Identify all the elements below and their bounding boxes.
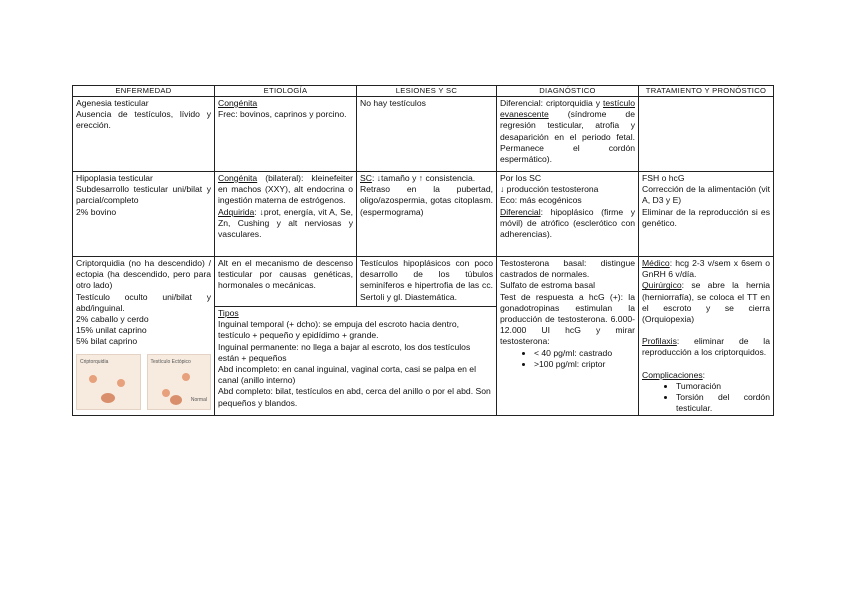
cell-underlined: Médico [642, 258, 670, 268]
cell-text: Corrección de la alimentación (vit A, D3 y E) [642, 184, 770, 206]
disease-name: Criptorquidia (no ha descendido) / ectopia (ha descendido, pero para otro lado) [76, 258, 211, 291]
cell-text: Test de respuesta a hcG (+): la gonadotropinas estimulan la producción de testosterona. 6.000-12.000 UI hcG y mirar testosterona: [500, 291, 635, 347]
cell-text: Subdesarrollo testicular uni/bilat y parcial/completo [76, 184, 211, 206]
cell-tratamiento [639, 172, 774, 257]
cell-text: Testículos hipoplásicos con poco desarrollo de los túbulos seminíferos e hipertrofia de las cc. Sertoli y gl. Diastemática. [360, 258, 493, 302]
scrotum-shape [101, 393, 115, 403]
cell-underlined: Quirúrgico [642, 280, 682, 291]
cell-text: Alt en el mecanismo de descenso testicular por causas genéticas, hormonales o mecánicas. [218, 258, 353, 291]
cell-text: (bilateral): kleinefeiter en machos (XXY), alt endocrina o ingestión materna de estrógenos. [218, 173, 353, 206]
illustration-label: Criptorquidia [80, 358, 109, 365]
cell-underlined: Diferencial [500, 206, 541, 217]
testis-shape [89, 375, 97, 383]
cell-text: Testosterona basal: distingue castrados de normales. [500, 258, 635, 280]
cell-text: : ↓tamaño y ↑ consistencia. [371, 173, 476, 183]
cell-enfermedad [73, 97, 215, 172]
cell-text: No hay testículos [360, 98, 426, 108]
cell-etiologia [215, 97, 357, 172]
cell-text: (síndrome de regresión testicular, atrofia y desaparición en el periodo fetal. Permanece el cordón espermático). [500, 109, 635, 165]
cell-text: : se abre la hernia (herniorrafía), se coloca el TT en el escroto y se cierra (Orquiopexia) [642, 280, 770, 325]
cell-text: 2% bovino [76, 206, 117, 217]
cell-text: Ausencia de testículos, lívido y erección. [76, 109, 211, 131]
disease-name: Hipoplasia testicular [76, 173, 153, 183]
cell-text: 2% caballo y cerdo [76, 314, 149, 325]
cell-underlined: testículo evanescente [500, 98, 635, 120]
cell-text: : ↓prot, energía, vit A, Se, Zn, Cushing y alt nerviosas y vasculares. [218, 206, 353, 240]
header-cell: TRATAMIENTO Y PRONÓSTICO [639, 86, 774, 97]
cell-text: 5% bilat caprino [76, 336, 138, 347]
cell-text: 15% unilat caprino [76, 325, 147, 336]
list-item: • < 40 pg/ml: castrado [534, 348, 635, 359]
cell-underlined: Congénita [218, 173, 258, 183]
cell-text: Diferencial: criptorquidia y [500, 98, 603, 108]
cell-diagnostico [497, 172, 639, 257]
cell-enfermedad [73, 172, 215, 257]
cell-text: Sulfato de estroma basal [500, 280, 596, 291]
header-cell: ENFERMEDAD [73, 86, 215, 97]
cell-text: Por los SC [500, 173, 542, 183]
cell-subtitle: Tipos [218, 308, 239, 318]
cell-underlined: Adquirida [218, 206, 255, 217]
scrotum-shape [170, 395, 182, 405]
cell-text: Testículo oculto uni/bilat y abd/inguinal. [76, 291, 211, 313]
cell-lesiones [357, 257, 497, 307]
cell-text: Retraso en la pubertad, oligo/azospermia, gotas citoplasm. (espermograma) [360, 184, 493, 217]
illustrations [76, 354, 211, 410]
cell-underlined: Complicaciones [642, 369, 703, 380]
cell-text: Abd incompleto: en canal inguinal, vaginal corta, casi se palpa en el canal (anillo interno) [218, 364, 476, 386]
cell-diagnostico [497, 97, 639, 172]
testis-shape [117, 379, 125, 387]
cell-tratamiento: Médico: hcg 2-3 v/sem x 6sem o GnRH 6 v/día. Quirúrgico: se abre la hernia (herniorrafía), se coloca el TT en el escroto y se cierra (Orquiopexia) Profilaxis: eliminar de la reproducción a los criptorquidos. Complicaciones: • Tumoración • Torsión del cordón testicular. [639, 257, 774, 416]
testis-shape [182, 373, 190, 381]
cell-text: Inguinal temporal (+ dcho): se empuja del escroto hacia dentro, testículo + pequeño y epidídimo + grande. [218, 319, 460, 341]
cell-text: ↓ producción testosterona [500, 184, 599, 195]
cell-lesiones [357, 172, 497, 257]
cell-text: Eco: más ecogénicos [500, 195, 582, 206]
cell-text: : hcg 2-3 v/sem x 6sem o GnRH 6 v/día. [642, 258, 770, 280]
cell-enfermedad [73, 257, 215, 416]
complications-list [642, 381, 770, 415]
header-row [73, 86, 774, 97]
cryptorchidism-illustration [76, 354, 141, 410]
cell-text: FSH o hcG [642, 173, 685, 183]
header-cell: LESIONES Y SC [357, 86, 497, 97]
header-cell: DIAGNÓSTICO [497, 86, 639, 97]
cell-lesiones [357, 97, 497, 172]
table-row [73, 172, 774, 257]
cell-text: Abd completo: bilat, testículos en abd, cerca del anillo o por el abd. Son pequeños y blandos. [218, 386, 491, 408]
illustration-label: Testículo Ectópico [150, 358, 191, 365]
cell-text: : hipoplásico (firme y móvil) de atrófico (esclerótico con adherencias). [500, 206, 635, 240]
disease-table [72, 85, 774, 416]
cell-underlined: SC [360, 173, 372, 183]
table-row [73, 97, 774, 172]
list-item: • Tumoración [676, 381, 770, 392]
testis-shape [162, 389, 170, 397]
illustration-label: Normal [190, 397, 207, 404]
cell-text: Frec: bovinos, caprinos y porcino. [218, 109, 347, 120]
cell-text: Inguinal permanente: no llega a bajar al escroto, los dos testículos están + pequeños [218, 341, 471, 363]
cell-underlined: Profilaxis [642, 336, 677, 347]
cell-tratamiento [639, 97, 774, 172]
cell-diagnostico [497, 257, 639, 416]
ectopic-testis-illustration [147, 354, 212, 410]
cell-text: : eliminar de la reproducción a los criptorquidos. [642, 336, 770, 358]
cell-etiologia [215, 257, 357, 307]
table-row [73, 257, 774, 307]
list-item: • >100 pg/ml: criptor [534, 359, 635, 370]
testosterone-list [500, 348, 635, 370]
header-cell: ETIOLOGÍA [215, 86, 357, 97]
cell-etiologia [215, 172, 357, 257]
cell-tipos [215, 307, 497, 416]
disease-name: Agenesia testicular [76, 98, 149, 108]
cell-text: Eliminar de la reproducción si es genético. [642, 206, 770, 228]
list-item: • Torsión del cordón testicular. [676, 392, 770, 414]
cell-subtitle: Congénita [218, 98, 258, 108]
